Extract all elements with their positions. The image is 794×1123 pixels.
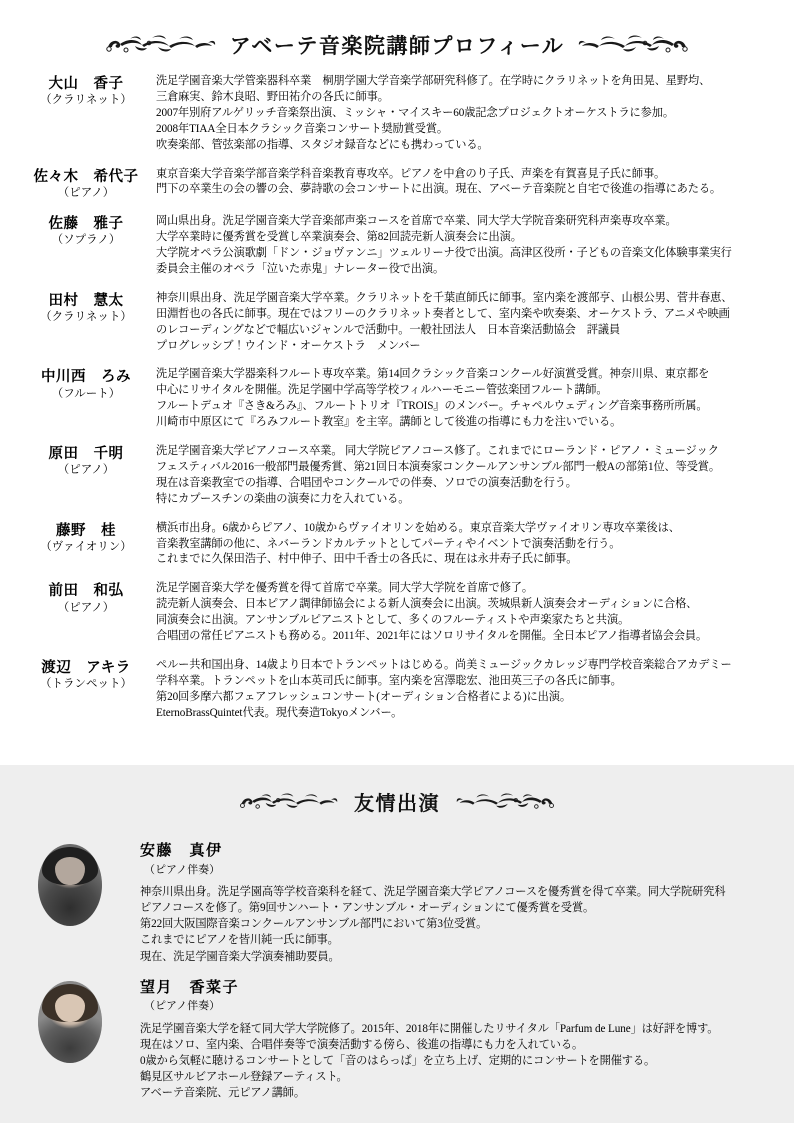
instructor-name: 渡辺 アキラ	[41, 660, 131, 677]
bio-line: 洗足学園音楽大学を経て同大学大学院修了。2015年、2018年に開催したリサイタル「Parfum de Lune」は好評を博す。	[140, 1022, 719, 1035]
bio-line: プログレッシブ！ウインド・オーケストラ メンバー	[156, 339, 421, 352]
instructor-name: 前田 和弘	[48, 583, 124, 600]
bio-line: のレコーディングなどで幅広いジャンルで活動中。一般社団法人 日本音楽活動協会 評議員	[156, 323, 621, 336]
bio-line: 三倉麻実、鈴木良昭、野田祐介の各氏に師事。	[156, 90, 389, 103]
guest-bio	[140, 884, 780, 965]
instructor-name-block	[22, 214, 150, 249]
vine-ornament-left-icon	[104, 34, 216, 56]
guest-portrait-photo	[38, 844, 102, 926]
bio-line: 現在は音楽教室での指導、合唱団やコンクールでの伴奏、ソロでの演奏活動を行う。	[156, 476, 577, 489]
bio-line: 現在はソロ、室内楽、合唱伴奏等で演奏活動する傍ら、後進の指導にも力を入れている。	[140, 1038, 584, 1051]
bio-line: フルートデュオ『さき&ろみ』、フルートトリオ『TROIS』のメンバー。チャペルウェディング音楽事務所所属。	[156, 400, 708, 413]
instructor-name: 田村 慧太	[48, 292, 124, 309]
bio-line: 同演奏会に出演。アンサンブルピアニストとして、多くのフルーティストや声楽家たちと共演。	[156, 614, 630, 627]
bio-line: 2008年TIAA全日本クラシック音楽コンサート奨励賞受賞。	[156, 122, 448, 135]
bio-line: 東京音楽大学音楽学部音楽学科音楽教育専攻卒。ピアノを中倉のり子氏、声楽を有賀喜見子氏に師事。	[156, 167, 666, 180]
bio-line: 神奈川県出身。洗足学園高等学校音楽科を経て、洗足学園音楽大学ピアノコースを優秀賞を得て卒業。同大学院研究科	[140, 886, 726, 898]
instructor-name: 佐藤 雅子	[48, 216, 124, 233]
bio-line: 洗足学園音楽大学器楽科フルート専攻卒業。第14回クラシック音楽コンクール好演賞受賞。神奈川県、東京都を	[156, 368, 710, 381]
instructor-entry	[22, 521, 780, 569]
instructor-instrument: （ソプラノ）	[51, 234, 121, 247]
instructor-instrument: （クラリネット）	[40, 310, 132, 323]
instructor-bio	[150, 291, 780, 355]
instructor-instrument: （ヴァイオリン）	[40, 540, 132, 553]
bio-line: 大学卒業時に優秀賞を受賞し卒業演奏会、第82回読売新人演奏会に出演。	[156, 231, 522, 244]
bio-line: 委員会主催のオペラ「泣いた赤鬼」ナレーター役で出演。	[156, 262, 445, 275]
guest-bio	[140, 1021, 780, 1102]
vine-ornament-left-icon	[238, 792, 338, 812]
instructor-entry	[22, 581, 780, 645]
bio-line: 川崎市中原区にて『ろみフルート教室』を主宰。講師として後進の指導にも力を注いでいる。	[156, 416, 622, 429]
bio-line: 2007年別府アルゲリッチ音楽祭出演、ミッシャ・マイスキー60歳記念プロジェクトオーケストラに参加。	[156, 106, 674, 119]
bio-line: ペルー共和国出身、14歳より日本でトランペットはじめる。尚美ミュージックカレッジ専門学校音楽総合アカデミー	[156, 659, 732, 672]
instructor-name-block	[22, 581, 150, 616]
bio-line: 鶴見区サルビアホール登録アーティスト。	[140, 1071, 348, 1083]
guest-section-title	[0, 765, 794, 828]
guest-performers-section	[0, 765, 794, 1123]
instructor-bio	[150, 521, 780, 569]
guest-name: 望月 香菜子	[140, 979, 240, 996]
instructor-bio	[150, 658, 780, 722]
bio-line: 学科卒業。トランペットを山本英司氏に師事。室内楽を宮澤聡宏、池田英三子の各氏に師事。	[156, 674, 622, 687]
instructor-instrument: （クラリネット）	[40, 94, 132, 107]
bio-line: フェスティバル2016一般部門最優秀賞、第21回日本演奏家コンクールアンサンブル部門一般Aの部第1位、等受賞。	[156, 460, 720, 473]
bio-line: 音楽教室講師の他に、ネバーランドカルテットとしてパーティやイベントで演奏活動を行う。	[156, 537, 621, 550]
bio-line: 大学院オペラ公演歌劇「ドン・ジョヴァンニ」ツェルリーナ役で出演。高津区役所・子どもの音楽文化体験事業実行	[156, 246, 732, 259]
guest-info	[140, 979, 780, 1102]
instructor-bio	[150, 581, 780, 645]
instructor-name-block	[22, 521, 150, 556]
guest-photo-cell	[0, 979, 140, 1063]
vine-ornament-right-icon	[578, 34, 690, 56]
instructor-name: 藤野 桂	[56, 522, 116, 539]
bio-line: 第22回大阪国際音楽コンクールアンサンブル部門において第3位受賞。	[140, 918, 488, 931]
bio-line: 洗足学園音楽大学管楽器科卒業 桐朋学園大学音楽学部研究科修了。在学時にクラリネットを角田晃、星野均、	[156, 75, 711, 87]
instructor-name-block	[22, 367, 150, 402]
bio-line: 洗足学園音楽大学ピアノコース卒業。 同大学院ピアノコース修了。これまでにローランド・ピアノ・ミュージック	[156, 445, 719, 458]
instructor-name-block	[22, 658, 150, 693]
guest-list	[0, 842, 794, 1101]
instructor-name: 佐々木 希代子	[33, 168, 139, 185]
bio-line: 洗足学園音楽大学を優秀賞を得て首席で卒業。同大学大学院を首席で修了。	[156, 582, 533, 595]
bio-line: 門下の卒業生の会の響の会、夢詩歌の会コンサートに出演。現在、アベーテ音楽院と自宅で後進の指導にあたる。	[156, 183, 722, 196]
instructor-bio	[150, 214, 780, 278]
bio-line: これまでにピアノを皆川純一氏に師事。	[140, 934, 339, 947]
bio-line: 田淵哲也の各氏に師事。現在ではフリーのクラリネット奏者として、室内楽や吹奏楽、オーケストラ、アニメや映画	[156, 307, 730, 320]
instructor-name-block	[22, 167, 150, 202]
instructor-entry	[22, 444, 780, 508]
instructor-bio	[150, 74, 780, 154]
bio-line: 合唱団の常任ピアニストも務める。2011年、2021年にはソロリサイタルを開催。全日本ピアノ指導者協会会員。	[156, 630, 708, 643]
instructor-name: 中川西 ろみ	[41, 369, 131, 386]
page-title-text: アベーテ音楽院講師プロフィール	[229, 34, 565, 58]
instructor-entry	[22, 367, 780, 431]
guest-role: （ピアノ伴奏）	[144, 863, 221, 876]
bio-line: 中心にリサイタルを開催。洗足学園中学高等学校フィルハーモニー管弦楽団フルート講師。	[156, 384, 608, 397]
instructor-name: 原田 千明	[48, 446, 124, 463]
bio-line: これまでに久保田浩子、村中伸子、田中千香士の各氏に、現在は永井寿子氏に師事。	[156, 553, 578, 566]
instructor-entry	[22, 74, 780, 154]
bio-line: 横浜市出身。6歳からピアノ、10歳からヴァイオリンを始める。東京音楽大学ヴァイオリン専攻卒業後は、	[156, 521, 680, 534]
instructor-bio	[150, 367, 780, 431]
instructor-name-block	[22, 74, 150, 109]
bio-line: ピアノコースを修了。第9回サンハート・アンサンブル・オーディションにて優秀賞を受賞。	[140, 902, 595, 915]
guest-photo-cell	[0, 842, 140, 926]
instructor-instrument: （ピアノ）	[57, 186, 115, 199]
instructor-bio	[150, 167, 780, 199]
bio-line: 現在、洗足学園音楽大学演奏補助要員。	[140, 950, 340, 963]
instructor-entry	[22, 291, 780, 355]
instructor-instrument: （トランペット）	[40, 678, 132, 691]
guest-section-title-text: 友情出演	[354, 793, 440, 815]
instructor-instrument: （ピアノ）	[57, 464, 115, 477]
instructor-entry	[22, 167, 780, 202]
instructor-name-block	[22, 291, 150, 326]
instructor-instrument: （ピアノ）	[57, 601, 115, 614]
bio-line: EternoBrassQuintet代表。現代奏造Tokyoメンバー。	[156, 706, 403, 719]
bio-line: 特にカプースチンの楽曲の演奏に力を入れている。	[156, 492, 410, 505]
instructor-entry	[22, 658, 780, 722]
guest-entry	[0, 842, 780, 965]
guest-entry	[0, 979, 780, 1102]
guest-name: 安藤 真伊	[140, 843, 223, 859]
guest-info	[140, 842, 780, 965]
page-title	[0, 0, 794, 74]
instructor-entry	[22, 214, 780, 278]
guest-role: （ピアノ伴奏）	[144, 1000, 221, 1013]
vine-ornament-right-icon	[456, 792, 556, 812]
guest-portrait-photo	[38, 981, 102, 1063]
bio-line: 岡山県出身。洗足学園音楽大学音楽部声楽コースを首席で卒業、同大学大学院音楽研究科声楽専攻卒業。	[156, 215, 677, 228]
bio-line: 0歳から気軽に聴けるコンサートとして「音のはらっぱ」を立ち上げ、定期的にコンサートを開催する。	[140, 1054, 656, 1067]
instructor-bio	[150, 444, 780, 508]
bio-line: 第20回多摩六都フェアフレッシュコンサート(オーディション合格者による)に出演。	[156, 690, 571, 703]
bio-line: 吹奏楽部、管弦楽部の指導、スタジオ録音などにも携わっている。	[156, 138, 489, 151]
instructor-instrument: （フルート）	[51, 387, 121, 400]
bio-line: 読売新人演奏会、日本ピアノ調律師協会による新人演奏会に出演。茨城県新人演奏会オーディションに合格、	[156, 598, 698, 611]
bio-line: 神奈川県出身、洗足学園音楽大学卒業。クラリネットを千葉直師氏に師事。室内楽を渡部亨、山根公男、菅井春恵、	[156, 291, 733, 304]
instructor-name: 大山 香子	[48, 76, 124, 92]
instructor-list	[0, 74, 794, 722]
instructor-name-block	[22, 444, 150, 479]
bio-line: アベーテ音楽院、元ピアノ講師。	[140, 1087, 305, 1100]
